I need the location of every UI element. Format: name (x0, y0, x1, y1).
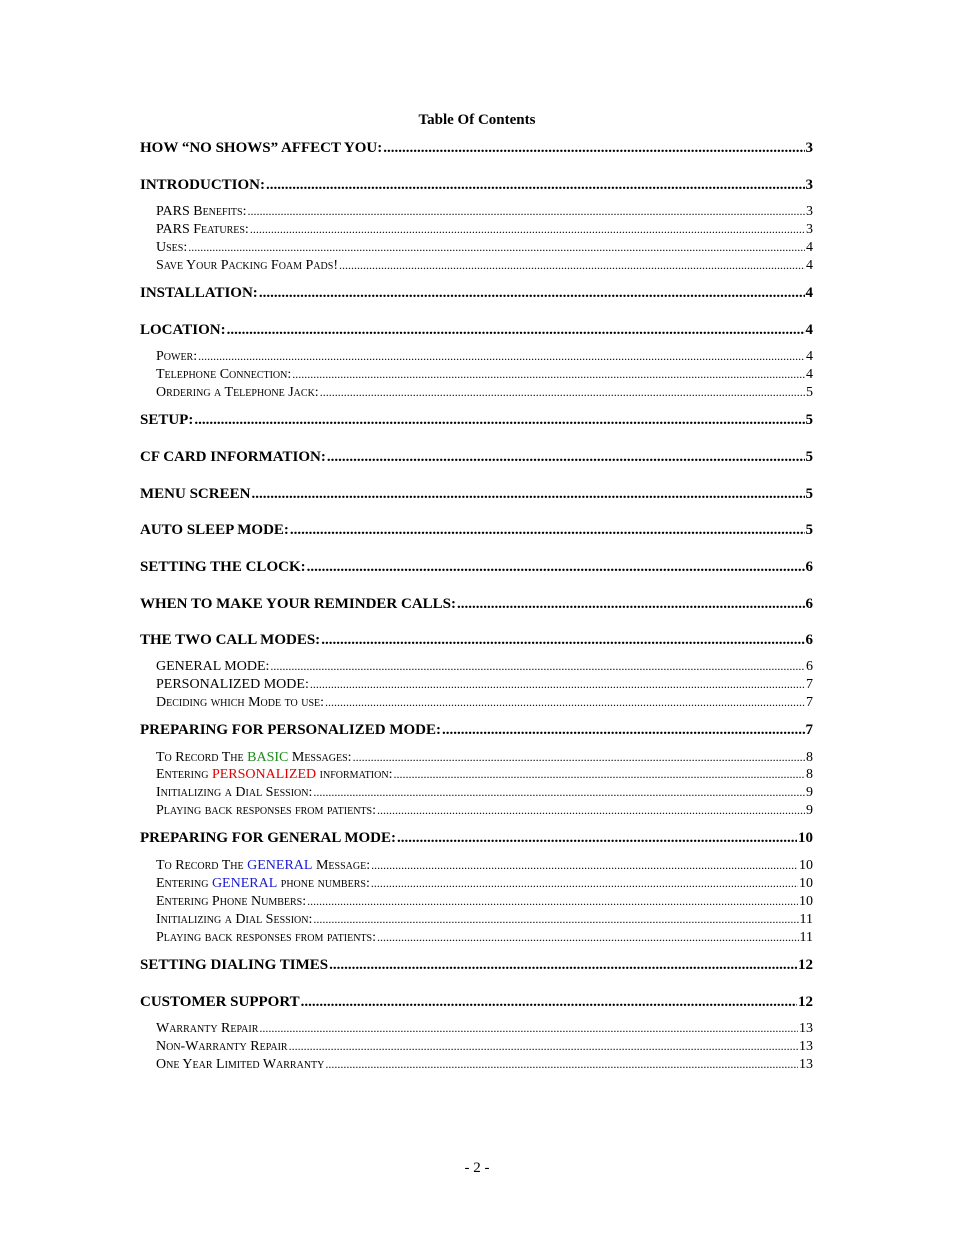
dot-leader (339, 258, 805, 274)
toc-subsection-entry[interactable] (156, 1021, 813, 1039)
dot-leader (301, 994, 797, 1011)
dot-leader (313, 912, 798, 928)
dot-leader (310, 677, 805, 693)
toc-page-number: 3 (806, 204, 813, 219)
toc-entry-text: LOCATION: (140, 322, 226, 338)
toc-entry-text: PARS Features: (156, 222, 249, 237)
toc-subsection-entry[interactable] (156, 912, 813, 930)
toc-page-number: 5 (805, 522, 813, 538)
toc-subsection-entry[interactable] (156, 803, 813, 821)
toc-entry-text: PREPARING FOR PERSONALIZED MODE: (140, 722, 441, 738)
toc-entry-label (140, 722, 441, 739)
toc-section-entry[interactable] (140, 177, 813, 197)
toc-entry-text: THE TWO CALL MODES: (140, 632, 321, 648)
toc-page-number: 4 (806, 367, 813, 382)
toc-page-number: 10 (799, 876, 813, 891)
toc-page-number: 5 (806, 385, 813, 400)
toc-subsection-entry[interactable] (156, 858, 813, 876)
dot-leader (329, 957, 797, 974)
toc-subsection-entry[interactable] (156, 767, 813, 785)
page-number: - 2 - (464, 1160, 490, 1176)
toc-entry-label (156, 858, 370, 874)
toc-entry-label (156, 767, 392, 783)
toc-entry-text: Save Your Packing Foam Pads! (156, 258, 338, 273)
dot-leader (289, 1039, 798, 1055)
toc-entry-label (156, 1057, 324, 1073)
dot-leader (307, 894, 798, 910)
toc-entry-text: WHEN TO MAKE YOUR REMINDER CALLS: (140, 596, 457, 612)
toc-page-number: 11 (799, 912, 813, 927)
toc-page-number: 3 (805, 140, 813, 156)
toc-page-number: 5 (805, 486, 813, 502)
toc-entry-text: HOW “NO SHOWS” AFFECT YOU: (140, 140, 383, 156)
toc-entry-label (156, 258, 338, 274)
toc-section-entry[interactable] (140, 449, 813, 469)
toc-entry-label (156, 894, 306, 910)
dot-leader (188, 240, 805, 256)
toc-entry-text: SETTING DIALING TIMES (140, 957, 329, 973)
toc-entry-text: Non-Warranty Repair (156, 1039, 288, 1054)
toc-subsection-entry[interactable] (156, 930, 813, 948)
toc-page-number: 9 (806, 803, 813, 818)
toc-section-entry[interactable] (140, 596, 813, 616)
toc-entry-label (156, 785, 312, 801)
toc-page-number: 3 (806, 222, 813, 237)
dot-leader (371, 858, 798, 874)
toc-entry-text: BASIC (247, 750, 289, 765)
toc-subsection-entry[interactable] (156, 1039, 813, 1057)
dot-leader (383, 140, 804, 157)
toc-entry-text: Initializing a Dial Session: (156, 785, 313, 800)
toc-section-entry[interactable] (140, 994, 813, 1014)
toc-entry-text: Message: (312, 858, 371, 873)
toc-entry-text: Playing back responses from patients: (156, 803, 376, 818)
toc-section-entry[interactable] (140, 559, 813, 579)
toc-entry-text: SETUP: (140, 412, 194, 428)
toc-page-number: 11 (799, 930, 813, 945)
toc-title: Table Of Contents (418, 112, 536, 128)
toc-page-number: 10 (798, 830, 813, 846)
toc-entry-text: Entering (156, 876, 212, 891)
toc-entry-text: Power: (156, 349, 198, 364)
toc-entry-label (156, 222, 249, 238)
dot-leader (327, 449, 805, 466)
toc-entry-label (140, 559, 306, 576)
toc-entry-label (156, 240, 187, 256)
toc-page-number: 4 (806, 240, 813, 255)
toc-entry-label (140, 486, 250, 503)
toc-section-entry[interactable] (140, 632, 813, 652)
toc-entry-text: PERSONALIZED (211, 767, 317, 782)
toc-entry-label (156, 750, 352, 766)
toc-section-entry[interactable] (140, 285, 813, 305)
dot-leader (259, 1021, 798, 1037)
toc-entry-label (140, 412, 193, 429)
toc-entry-label (140, 830, 396, 847)
toc-subsection-entry[interactable] (156, 876, 813, 894)
dot-leader (313, 785, 805, 801)
toc-page-number: 8 (806, 767, 813, 782)
dot-leader (377, 803, 805, 819)
toc-entry-label (140, 140, 382, 157)
toc-subsection-entry[interactable] (156, 1057, 813, 1075)
toc-entry-text: AUTO SLEEP MODE: (140, 522, 289, 538)
toc-entry-label (140, 177, 265, 194)
toc-page-number: 4 (806, 349, 813, 364)
toc-entry-label (140, 285, 258, 302)
dot-leader (320, 385, 805, 401)
dot-leader (397, 830, 797, 847)
toc-subsection-entry[interactable] (156, 695, 813, 713)
toc-page-number: 6 (805, 632, 813, 648)
dot-leader (442, 722, 805, 739)
toc-subsection-entry[interactable] (156, 240, 813, 258)
toc-entry-label (140, 449, 326, 466)
toc-entry-text: INTRODUCTION: (140, 177, 266, 193)
toc-entry-text: PARS Benefits: (156, 204, 247, 219)
toc-entry-label (156, 695, 324, 711)
toc-entry-text: Uses: (156, 240, 188, 255)
toc-entry-text: Entering (156, 767, 212, 782)
toc-page-number: 7 (806, 695, 813, 710)
dot-leader (353, 750, 805, 766)
toc-page-number: 12 (798, 994, 813, 1010)
toc-subsection-entry[interactable] (156, 367, 813, 385)
toc-entry-text: Initializing a Dial Session: (156, 912, 313, 927)
toc-entry-label (140, 632, 320, 649)
toc-entry-text: INSTALLATION: (140, 285, 258, 301)
toc-entry-label (156, 367, 291, 383)
dot-leader (457, 596, 804, 613)
dot-leader (290, 522, 805, 539)
toc-subsection-entry[interactable] (156, 750, 813, 768)
dot-leader (377, 930, 799, 946)
toc-entry-label (156, 876, 370, 892)
toc-entry-text: PERSONALIZED MODE: (156, 677, 309, 692)
toc-page-number: 10 (799, 894, 813, 909)
toc-section-entry[interactable] (140, 722, 813, 742)
toc-subsection-entry[interactable] (156, 894, 813, 912)
dot-leader (371, 876, 798, 892)
toc-page-number: 4 (806, 258, 813, 273)
toc-section-entry[interactable] (140, 140, 813, 160)
toc-entry-label (156, 930, 376, 946)
dot-leader (250, 222, 805, 238)
toc-entry-label (140, 994, 300, 1011)
toc-entry-text: GENERAL (247, 858, 313, 873)
toc-page-number: 10 (799, 858, 813, 873)
toc-subsection-entry[interactable] (156, 349, 813, 367)
toc-entry-text: Playing back responses from patients: (156, 930, 376, 945)
toc-entry-text: One Year Limited Warranty (156, 1057, 325, 1072)
dot-leader (393, 767, 805, 783)
toc-page-number: 13 (799, 1039, 813, 1054)
toc-entry-label (140, 522, 289, 539)
dot-leader (266, 177, 804, 194)
dot-leader (259, 285, 805, 302)
toc-entry-text: Messages: (288, 750, 352, 765)
toc-entry-text: To Record The (156, 858, 248, 873)
toc-page-number: 5 (805, 449, 813, 465)
toc-entry-text: MENU SCREEN (140, 486, 251, 502)
toc-page-number: 13 (799, 1057, 813, 1072)
toc-subsection-entry[interactable] (156, 677, 813, 695)
toc-entry-label (156, 677, 309, 693)
toc-section-entry[interactable] (140, 412, 813, 432)
toc-entry-text: Telephone Connection: (156, 367, 292, 382)
toc-page-number: 6 (806, 659, 813, 674)
toc-section-entry[interactable] (140, 486, 813, 506)
toc-section-entry[interactable] (140, 522, 813, 542)
dot-leader (251, 486, 804, 503)
toc-entry-text: GENERAL (211, 876, 278, 891)
toc-subsection-entry[interactable] (156, 258, 813, 276)
toc-entry-label (156, 204, 246, 220)
toc-subsection-entry[interactable] (156, 785, 813, 803)
toc-entry-label (156, 659, 269, 675)
toc-page-number: 7 (805, 722, 813, 738)
toc-section-entry[interactable] (140, 322, 813, 342)
toc-entry-label (156, 803, 376, 819)
toc-entry-label (156, 912, 312, 928)
dot-leader (292, 367, 805, 383)
toc-entry-text: Deciding which Mode to use: (156, 695, 325, 710)
toc-entry-label (156, 349, 197, 365)
dot-leader (307, 559, 805, 576)
toc-entry-label (140, 957, 328, 974)
toc-entry-label (156, 385, 319, 401)
toc-subsection-entry[interactable] (156, 385, 813, 403)
toc-section-entry[interactable] (140, 957, 813, 977)
toc-entry-text: information: (316, 767, 393, 782)
dot-leader (321, 632, 804, 649)
dot-leader (325, 695, 805, 711)
dot-leader (247, 204, 805, 220)
toc-entry-text: GENERAL MODE: (156, 659, 270, 674)
toc-entry-text: Entering Phone Numbers: (156, 894, 307, 909)
dot-leader (270, 659, 805, 675)
toc-entry-label (156, 1039, 288, 1055)
toc-page-number: 3 (805, 177, 813, 193)
dot-leader (194, 412, 804, 429)
toc-page-number: 9 (806, 785, 813, 800)
toc-entry-text: Warranty Repair (156, 1021, 259, 1036)
toc-subsection-entry[interactable] (156, 222, 813, 240)
toc-entry-text: CF CARD INFORMATION: (140, 449, 326, 465)
toc-page-number: 4 (805, 322, 813, 338)
toc-entry-label (156, 1021, 258, 1037)
toc-page-number: 13 (799, 1021, 813, 1036)
dot-leader (227, 322, 805, 339)
toc-entry-text: CUSTOMER SUPPORT (140, 994, 300, 1010)
toc-page-number: 6 (805, 596, 813, 612)
toc-page-number: 7 (806, 677, 813, 692)
toc-subsection-entry[interactable] (156, 659, 813, 677)
toc-page-number: 5 (805, 412, 813, 428)
toc-entry-text: To Record The (156, 750, 248, 765)
dot-leader (198, 349, 805, 365)
toc-page-number: 4 (805, 285, 813, 301)
toc-entry-text: PREPARING FOR GENERAL MODE: (140, 830, 396, 846)
toc-entry-text: phone numbers: (277, 876, 370, 891)
dot-leader (325, 1057, 798, 1073)
toc-entry-text: Ordering a Telephone Jack: (156, 385, 319, 400)
toc-page-number: 8 (806, 750, 813, 765)
toc-page-number: 12 (798, 957, 813, 973)
toc-section-entry[interactable] (140, 830, 813, 850)
toc-entry-label (140, 596, 456, 613)
toc-subsection-entry[interactable] (156, 204, 813, 222)
toc-entry-text: SETTING THE CLOCK: (140, 559, 306, 575)
toc-entry-label (140, 322, 226, 339)
toc-page-number: 6 (805, 559, 813, 575)
